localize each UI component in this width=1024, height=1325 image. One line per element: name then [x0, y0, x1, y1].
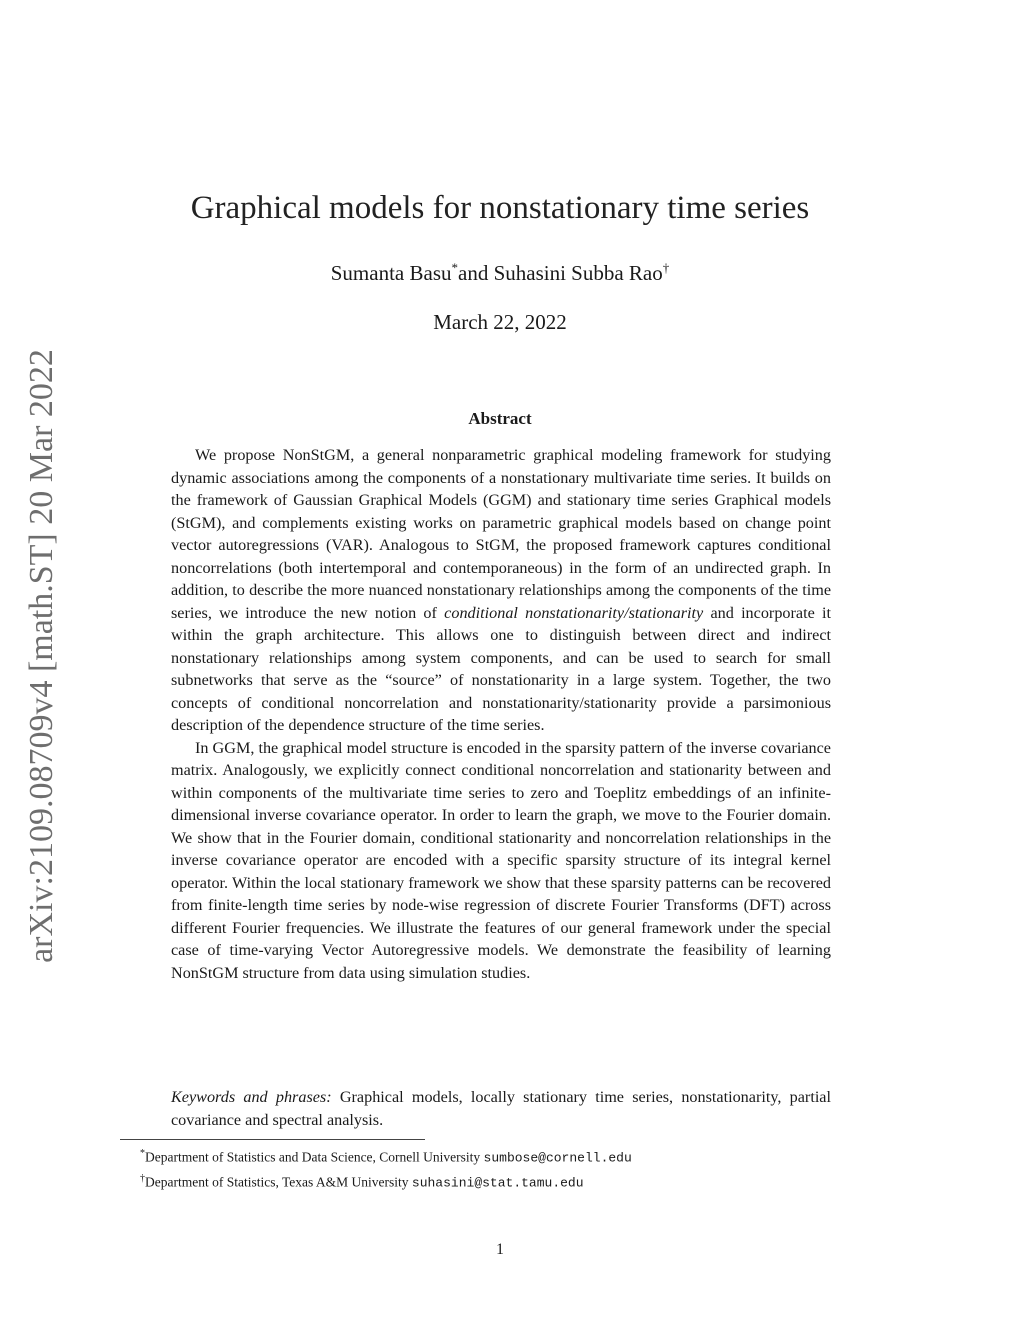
footnotes [140, 1144, 860, 1193]
keywords-label: Keywords and phrases: [171, 1088, 332, 1106]
abstract-paragraph [171, 444, 831, 737]
abstract-heading: Abstract [468, 409, 532, 428]
arxiv-identifier: arXiv:2109.08709v4 [math.ST] 20 Mar 2022 [23, 349, 60, 963]
abstract-emphasis: conditional nonstationarity/stationarity [444, 603, 704, 622]
abstract-text: We propose NonStGM, a general nonparametric graphical modeling framework for studying dynamic associations among the components of a nonstationary multivariate time series. It builds on the framework of Gaussian Graphical Models (GGM) and stationary time series Graphical models (StGM), and complements existing works on parametric graphical models based on change point vector autoregressions (VAR). Analogous to StGM, the proposed framework captures conditional noncorrelations (both intertemporal and contemporaneous) in the form of an undirected graph. In addition, to describe the more nuanced nonstationary relationships among the components of the time series, we introduce the new notion of [171, 446, 831, 622]
footnote-mark: † [140, 1172, 145, 1184]
footnote-text: Department of Statistics and Data Science, Cornell University [145, 1149, 484, 1165]
page-number: 1 [496, 1241, 504, 1258]
keywords-text: Graphical models, locally stationary time series, nonstationarity, partial covariance and spectral analysis. [171, 1088, 831, 1129]
abstract-paragraph: In GGM, the graphical model structure is encoded in the sparsity pattern of the inverse covariance matrix. Analogously, we explicitly connect conditional noncorrelation and stationarity between and within components of the multivariate time series to zero and Toeplitz embeddings of an infinite-dimensional inverse covariance operator. In order to learn the graph, we move to the Fourier domain. We show that in the Fourier domain, conditional stationarity and noncorrelation relationships in the inverse covariance operator are encoded with a specific sparsity structure of its integral kernel operator. Within the local stationary framework we show that these sparsity patterns can be recovered from finite-length time series by node-wise regression of discrete Fourier Transforms (DFT) across different Fourier frequencies. We illustrate the features of our general framework under the special case of time-varying Vector Autoregressive models. We demonstrate the feasibility of learning NonStGM structure from data using simulation studies. [171, 738, 831, 982]
keywords [171, 1086, 831, 1131]
author-list [0, 260, 1000, 286]
paper-title: Graphical models for nonstationary time series [190, 190, 810, 226]
email-link[interactable]: suhasini@stat.tamu.edu [411, 1175, 584, 1190]
abstract-text: and incorporate it within the graph architecture. This allows one to distinguish between direct and indirect nonstationary relationships among system components, and can be used to search for small subnetworks that serve as the “source” of nonstationarity in a large system. Together, the two concepts of conditional noncorrelation and nonstationarity/stationarity provide a parsimonious description of the dependence structure of the time series. [171, 603, 831, 734]
footnote [140, 1169, 860, 1194]
author-name: Suhasini Subba Rao [493, 261, 663, 285]
author-name: Sumanta Basu [330, 261, 452, 285]
footnote-mark: * [140, 1148, 145, 1159]
footnote-text: Department of Statistics, Texas A&M University [145, 1174, 412, 1189]
footnote [140, 1144, 860, 1169]
footnote-divider [120, 1139, 425, 1140]
footnote-mark: * [451, 260, 458, 275]
footnote-mark: † [662, 260, 670, 275]
email-link[interactable]: sumbose@cornell.edu [483, 1150, 632, 1166]
paper-date: March 22, 2022 [433, 310, 567, 334]
author-connector: and [458, 261, 494, 285]
abstract-body [171, 444, 831, 984]
